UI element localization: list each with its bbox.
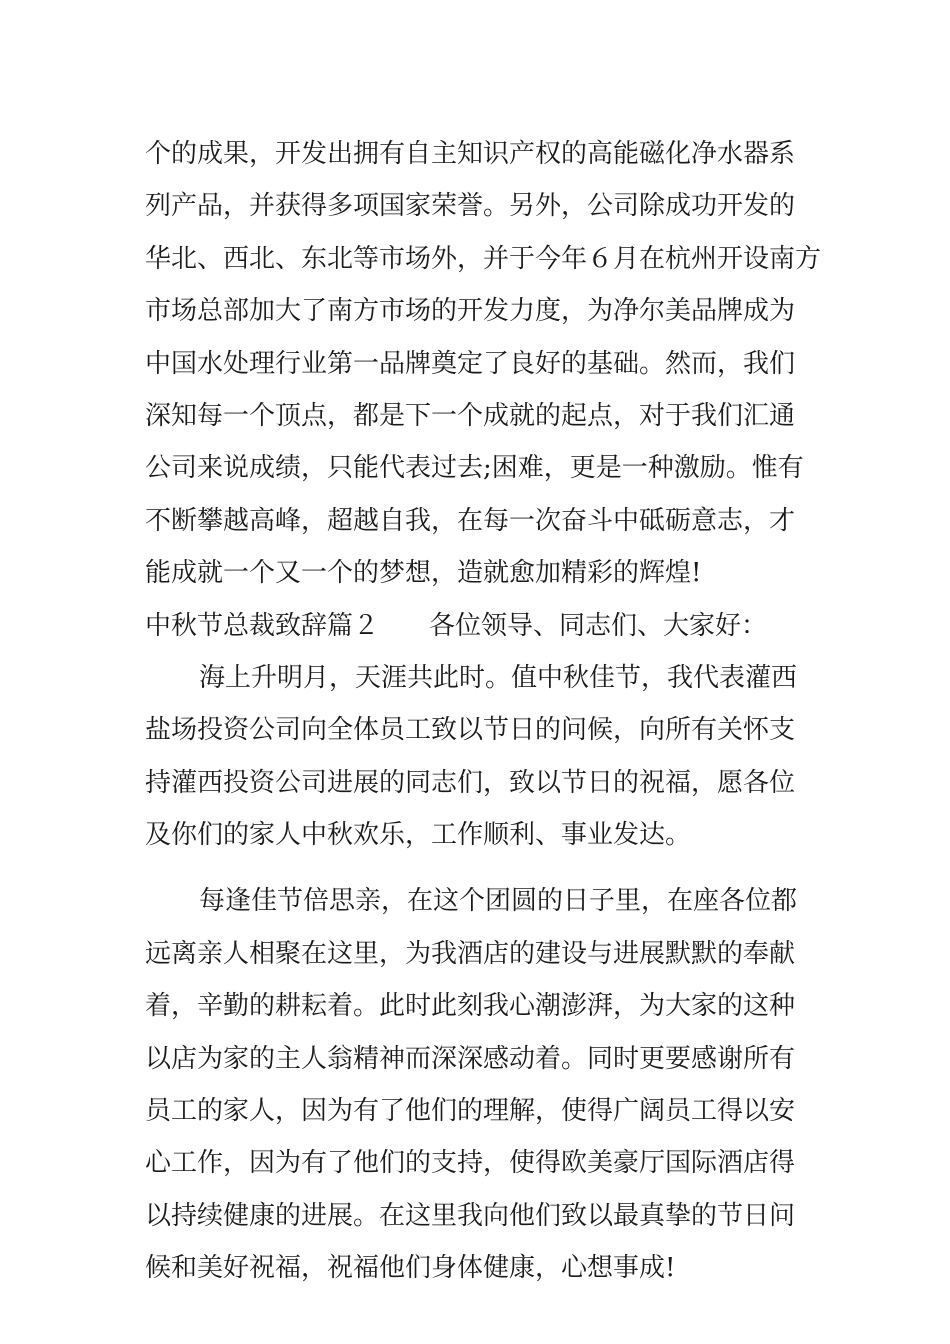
text-line: 深知每一个顶点，都是下一个成就的起点，对于我们汇通 <box>145 400 796 431</box>
paragraph-thanks <box>145 875 815 1294</box>
text-line: 以持续健康的进展。在这里我向他们致以最真挚的节日问 <box>145 1200 796 1231</box>
text-line: 华北、西北、东北等市场外，并于今年６月在杭州开设南方 <box>145 243 822 274</box>
text-line: 员工的家人，因为有了他们的理解，使得广阔员工得以安 <box>145 1096 796 1127</box>
text-line: 市场总部加大了南方市场的开发力度，为净尔美品牌成为 <box>145 296 796 327</box>
greeting: 各位领导、同志们、大家好： <box>429 610 768 641</box>
text-line: 远离亲人相聚在这里，为我酒店的建设与进展默默的奉献 <box>145 938 796 969</box>
text-line: 个的成果，开发出拥有自主知识产权的高能磁化净水器系 <box>145 139 796 169</box>
text-line: 持灌西投资公司进展的同志们，致以节日的祝福，愿各位 <box>145 767 796 798</box>
text-line: 不断攀越高峰，超越自我，在每一次奋斗中砥砺意志，才 <box>145 505 796 536</box>
text-line: 公司来说成绩，只能代表过去;困难，更是一种激励。惟有 <box>145 453 804 484</box>
text-line: 以店为家的主人翁精神而深深感动着。同时更要感谢所有 <box>145 1043 796 1074</box>
paragraph-intro <box>145 128 822 600</box>
text-line: 每逢佳节倍思亲，在这个团圆的日子里，在座各位都 <box>199 886 798 917</box>
text-line: 能成就一个又一个的梦想，造就愈加精彩的辉煌! <box>145 558 702 589</box>
text-line: 及你们的家人中秋欢乐，工作顺利、事业发达。 <box>145 820 692 851</box>
text-line: 候和美好祝福，祝福他们身体健康，心想事成! <box>145 1253 676 1284</box>
text-line: 列产品，并获得多项国家荣誉。另外，公司除成功开发的 <box>145 191 796 222</box>
text-line: 心工作，因为有了他们的支持，使得欧美豪厅国际酒店得 <box>145 1148 796 1179</box>
text-line: 海上升明月，天涯共此时。值中秋佳节，我代表灌西 <box>199 662 798 693</box>
text-line: 盐场投资公司向全体员工致以节日的问候，向所有关怀支 <box>145 715 796 746</box>
paragraph-greeting <box>145 652 815 862</box>
document-body <box>145 128 822 1295</box>
text-line: 中国水处理行业第一品牌奠定了良好的基础。然而，我们 <box>145 348 796 379</box>
section-heading <box>145 600 815 652</box>
section-title: 中秋节总裁致辞篇２ <box>145 610 380 641</box>
text-line: 着，辛勤的耕耘着。此时此刻我心潮澎湃，为大家的这种 <box>145 991 796 1022</box>
